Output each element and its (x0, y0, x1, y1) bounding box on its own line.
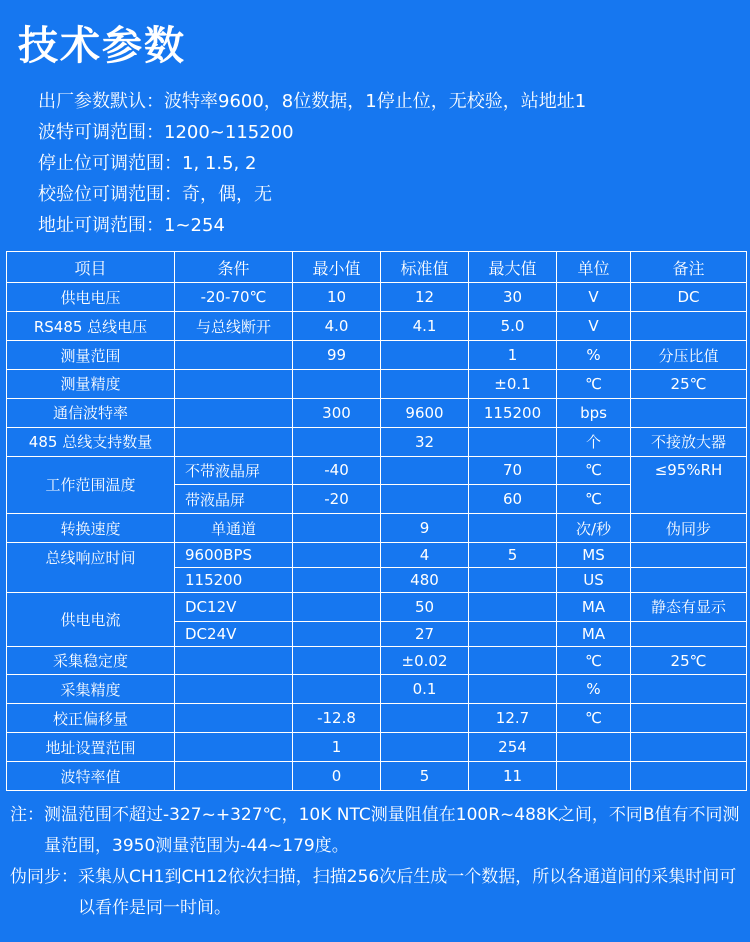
cell-typ: 9600 (381, 398, 469, 427)
cell-unit (557, 733, 631, 762)
cell-item: 485 总线支持数量 (7, 427, 175, 456)
page-title: 技术参数 (18, 23, 186, 69)
param-line-address: 地址可调范围：1~254 (38, 215, 225, 236)
cell-condition: 9600BPS (175, 543, 293, 568)
cell-typ: 0.1 (381, 675, 469, 704)
cell-unit: US (557, 567, 631, 592)
cell-condition (175, 762, 293, 791)
notes-section (10, 800, 742, 924)
cell-condition (175, 733, 293, 762)
note-pseudo-sync (10, 862, 742, 924)
header-cell: 条件 (175, 252, 293, 283)
cell-remark (631, 543, 747, 568)
cell-min (293, 514, 381, 543)
cell-max: 11 (469, 762, 557, 791)
cell-min (293, 621, 381, 646)
note-text: 采集从CH1到CH12依次扫描，扫描256次后生成一个数据，所以各通道间的采集时间可以看作是同一时间。 (78, 867, 737, 918)
note-text: 测温范围不超过-327~+327℃，10K NTC测量阻值在100R~488K之间，不同B值有不同测量范围，3950测量范围为-44~179度。 (44, 805, 740, 856)
cell-item: 供电电流 (7, 592, 175, 646)
table-row (7, 370, 747, 399)
table-header-row (7, 252, 747, 283)
cell-remark: 分压比值 (631, 341, 747, 370)
cell-unit: % (557, 341, 631, 370)
cell-item: 工作范围温度 (7, 456, 175, 514)
cell-min (293, 567, 381, 592)
param-line-parity: 校验位可调范围：奇，偶，无 (38, 184, 272, 205)
table-row (7, 592, 747, 621)
table-row (7, 283, 747, 312)
param-line-default: 出厂参数默认：波特率9600，8位数据，1停止位，无校验，站地址1 (38, 91, 587, 112)
cell-condition: 不带液晶屏 (175, 456, 293, 485)
cell-remark (631, 621, 747, 646)
table-row (7, 427, 747, 456)
cell-unit: ℃ (557, 704, 631, 733)
cell-min: 99 (293, 341, 381, 370)
default-params (38, 86, 586, 241)
cell-unit: V (557, 312, 631, 341)
cell-min: 1 (293, 733, 381, 762)
cell-max: 1 (469, 341, 557, 370)
cell-max: 12.7 (469, 704, 557, 733)
cell-unit (557, 762, 631, 791)
cell-remark (631, 675, 747, 704)
cell-condition: DC24V (175, 621, 293, 646)
cell-unit: MA (557, 621, 631, 646)
cell-condition: -20-70℃ (175, 283, 293, 312)
cell-min (293, 543, 381, 568)
cell-min: 10 (293, 283, 381, 312)
cell-typ (381, 456, 469, 485)
cell-item: RS485 总线电压 (7, 312, 175, 341)
cell-min: 300 (293, 398, 381, 427)
cell-max (469, 621, 557, 646)
cell-unit: ℃ (557, 485, 631, 514)
cell-condition (175, 704, 293, 733)
cell-condition: 单通道 (175, 514, 293, 543)
cell-unit: bps (557, 398, 631, 427)
cell-typ: 32 (381, 427, 469, 456)
table-row (7, 543, 747, 568)
table-row (7, 398, 747, 427)
cell-condition (175, 675, 293, 704)
table-row (7, 341, 747, 370)
cell-max (469, 427, 557, 456)
cell-typ: 9 (381, 514, 469, 543)
cell-max: 5.0 (469, 312, 557, 341)
table-row (7, 514, 747, 543)
cell-typ: 480 (381, 567, 469, 592)
cell-condition (175, 427, 293, 456)
cell-unit: 个 (557, 427, 631, 456)
cell-condition: 115200 (175, 567, 293, 592)
cell-typ: 4 (381, 543, 469, 568)
table-row (7, 733, 747, 762)
cell-remark (631, 567, 747, 592)
table-row (7, 762, 747, 791)
spec-table (6, 251, 747, 791)
cell-typ: ±0.02 (381, 646, 469, 675)
cell-typ (381, 704, 469, 733)
cell-condition (175, 370, 293, 399)
cell-max (469, 646, 557, 675)
cell-typ: 50 (381, 592, 469, 621)
cell-unit: ℃ (557, 456, 631, 485)
cell-max (469, 567, 557, 592)
cell-min: 0 (293, 762, 381, 791)
header-cell: 标准值 (381, 252, 469, 283)
cell-condition (175, 398, 293, 427)
cell-max (469, 675, 557, 704)
table-row (7, 312, 747, 341)
cell-item: 采集精度 (7, 675, 175, 704)
cell-condition: 带液晶屏 (175, 485, 293, 514)
cell-typ (381, 733, 469, 762)
cell-item: 测量精度 (7, 370, 175, 399)
cell-unit: % (557, 675, 631, 704)
cell-item: 校正偏移量 (7, 704, 175, 733)
cell-unit: 次/秒 (557, 514, 631, 543)
table-row (7, 646, 747, 675)
cell-max: 115200 (469, 398, 557, 427)
cell-unit: ℃ (557, 646, 631, 675)
header-cell: 最小值 (293, 252, 381, 283)
cell-max (469, 592, 557, 621)
note-label: 注： (10, 805, 44, 825)
cell-remark (631, 312, 747, 341)
cell-min: -20 (293, 485, 381, 514)
cell-typ: 12 (381, 283, 469, 312)
cell-unit: MS (557, 543, 631, 568)
cell-min (293, 370, 381, 399)
header-cell: 项目 (7, 252, 175, 283)
cell-remark (631, 704, 747, 733)
cell-item: 总线响应时间 (7, 543, 175, 593)
cell-remark: 不接放大器 (631, 427, 747, 456)
cell-item: 测量范围 (7, 341, 175, 370)
cell-unit: MA (557, 592, 631, 621)
cell-min (293, 675, 381, 704)
cell-item: 通信波特率 (7, 398, 175, 427)
cell-typ (381, 485, 469, 514)
cell-remark (631, 398, 747, 427)
header-cell: 最大值 (469, 252, 557, 283)
cell-min (293, 427, 381, 456)
cell-typ: 4.1 (381, 312, 469, 341)
cell-remark (631, 762, 747, 791)
note-temperature (10, 800, 742, 862)
cell-min (293, 592, 381, 621)
cell-max (469, 514, 557, 543)
param-line-baud-range: 波特可调范围：1200~115200 (38, 122, 294, 143)
cell-typ (381, 370, 469, 399)
cell-max: 60 (469, 485, 557, 514)
cell-remark: 25℃ (631, 646, 747, 675)
cell-item: 转换速度 (7, 514, 175, 543)
cell-typ (381, 341, 469, 370)
note-label: 伪同步： (10, 867, 78, 887)
header-cell: 单位 (557, 252, 631, 283)
cell-condition (175, 646, 293, 675)
cell-max: 70 (469, 456, 557, 485)
cell-min: -40 (293, 456, 381, 485)
cell-min (293, 646, 381, 675)
table-row (7, 675, 747, 704)
cell-min: 4.0 (293, 312, 381, 341)
cell-condition: 与总线断开 (175, 312, 293, 341)
cell-max: 5 (469, 543, 557, 568)
cell-remark: DC (631, 283, 747, 312)
cell-min: -12.8 (293, 704, 381, 733)
cell-remark: 25℃ (631, 370, 747, 399)
cell-item: 地址设置范围 (7, 733, 175, 762)
param-line-stop-bits: 停止位可调范围：1, 1.5, 2 (38, 153, 257, 174)
table-row (7, 704, 747, 733)
cell-remark (631, 733, 747, 762)
header-cell: 备注 (631, 252, 747, 283)
cell-remark: 伪同步 (631, 514, 747, 543)
cell-max: ±0.1 (469, 370, 557, 399)
cell-condition: DC12V (175, 592, 293, 621)
cell-unit: ℃ (557, 370, 631, 399)
cell-typ: 27 (381, 621, 469, 646)
cell-item: 采集稳定度 (7, 646, 175, 675)
cell-item: 波特率值 (7, 762, 175, 791)
cell-item: 供电电压 (7, 283, 175, 312)
cell-remark: ≤95%RH (631, 456, 747, 514)
cell-condition (175, 341, 293, 370)
cell-remark: 静态有显示 (631, 592, 747, 621)
cell-typ: 5 (381, 762, 469, 791)
table-row (7, 456, 747, 485)
cell-unit: V (557, 283, 631, 312)
cell-max: 30 (469, 283, 557, 312)
cell-max: 254 (469, 733, 557, 762)
